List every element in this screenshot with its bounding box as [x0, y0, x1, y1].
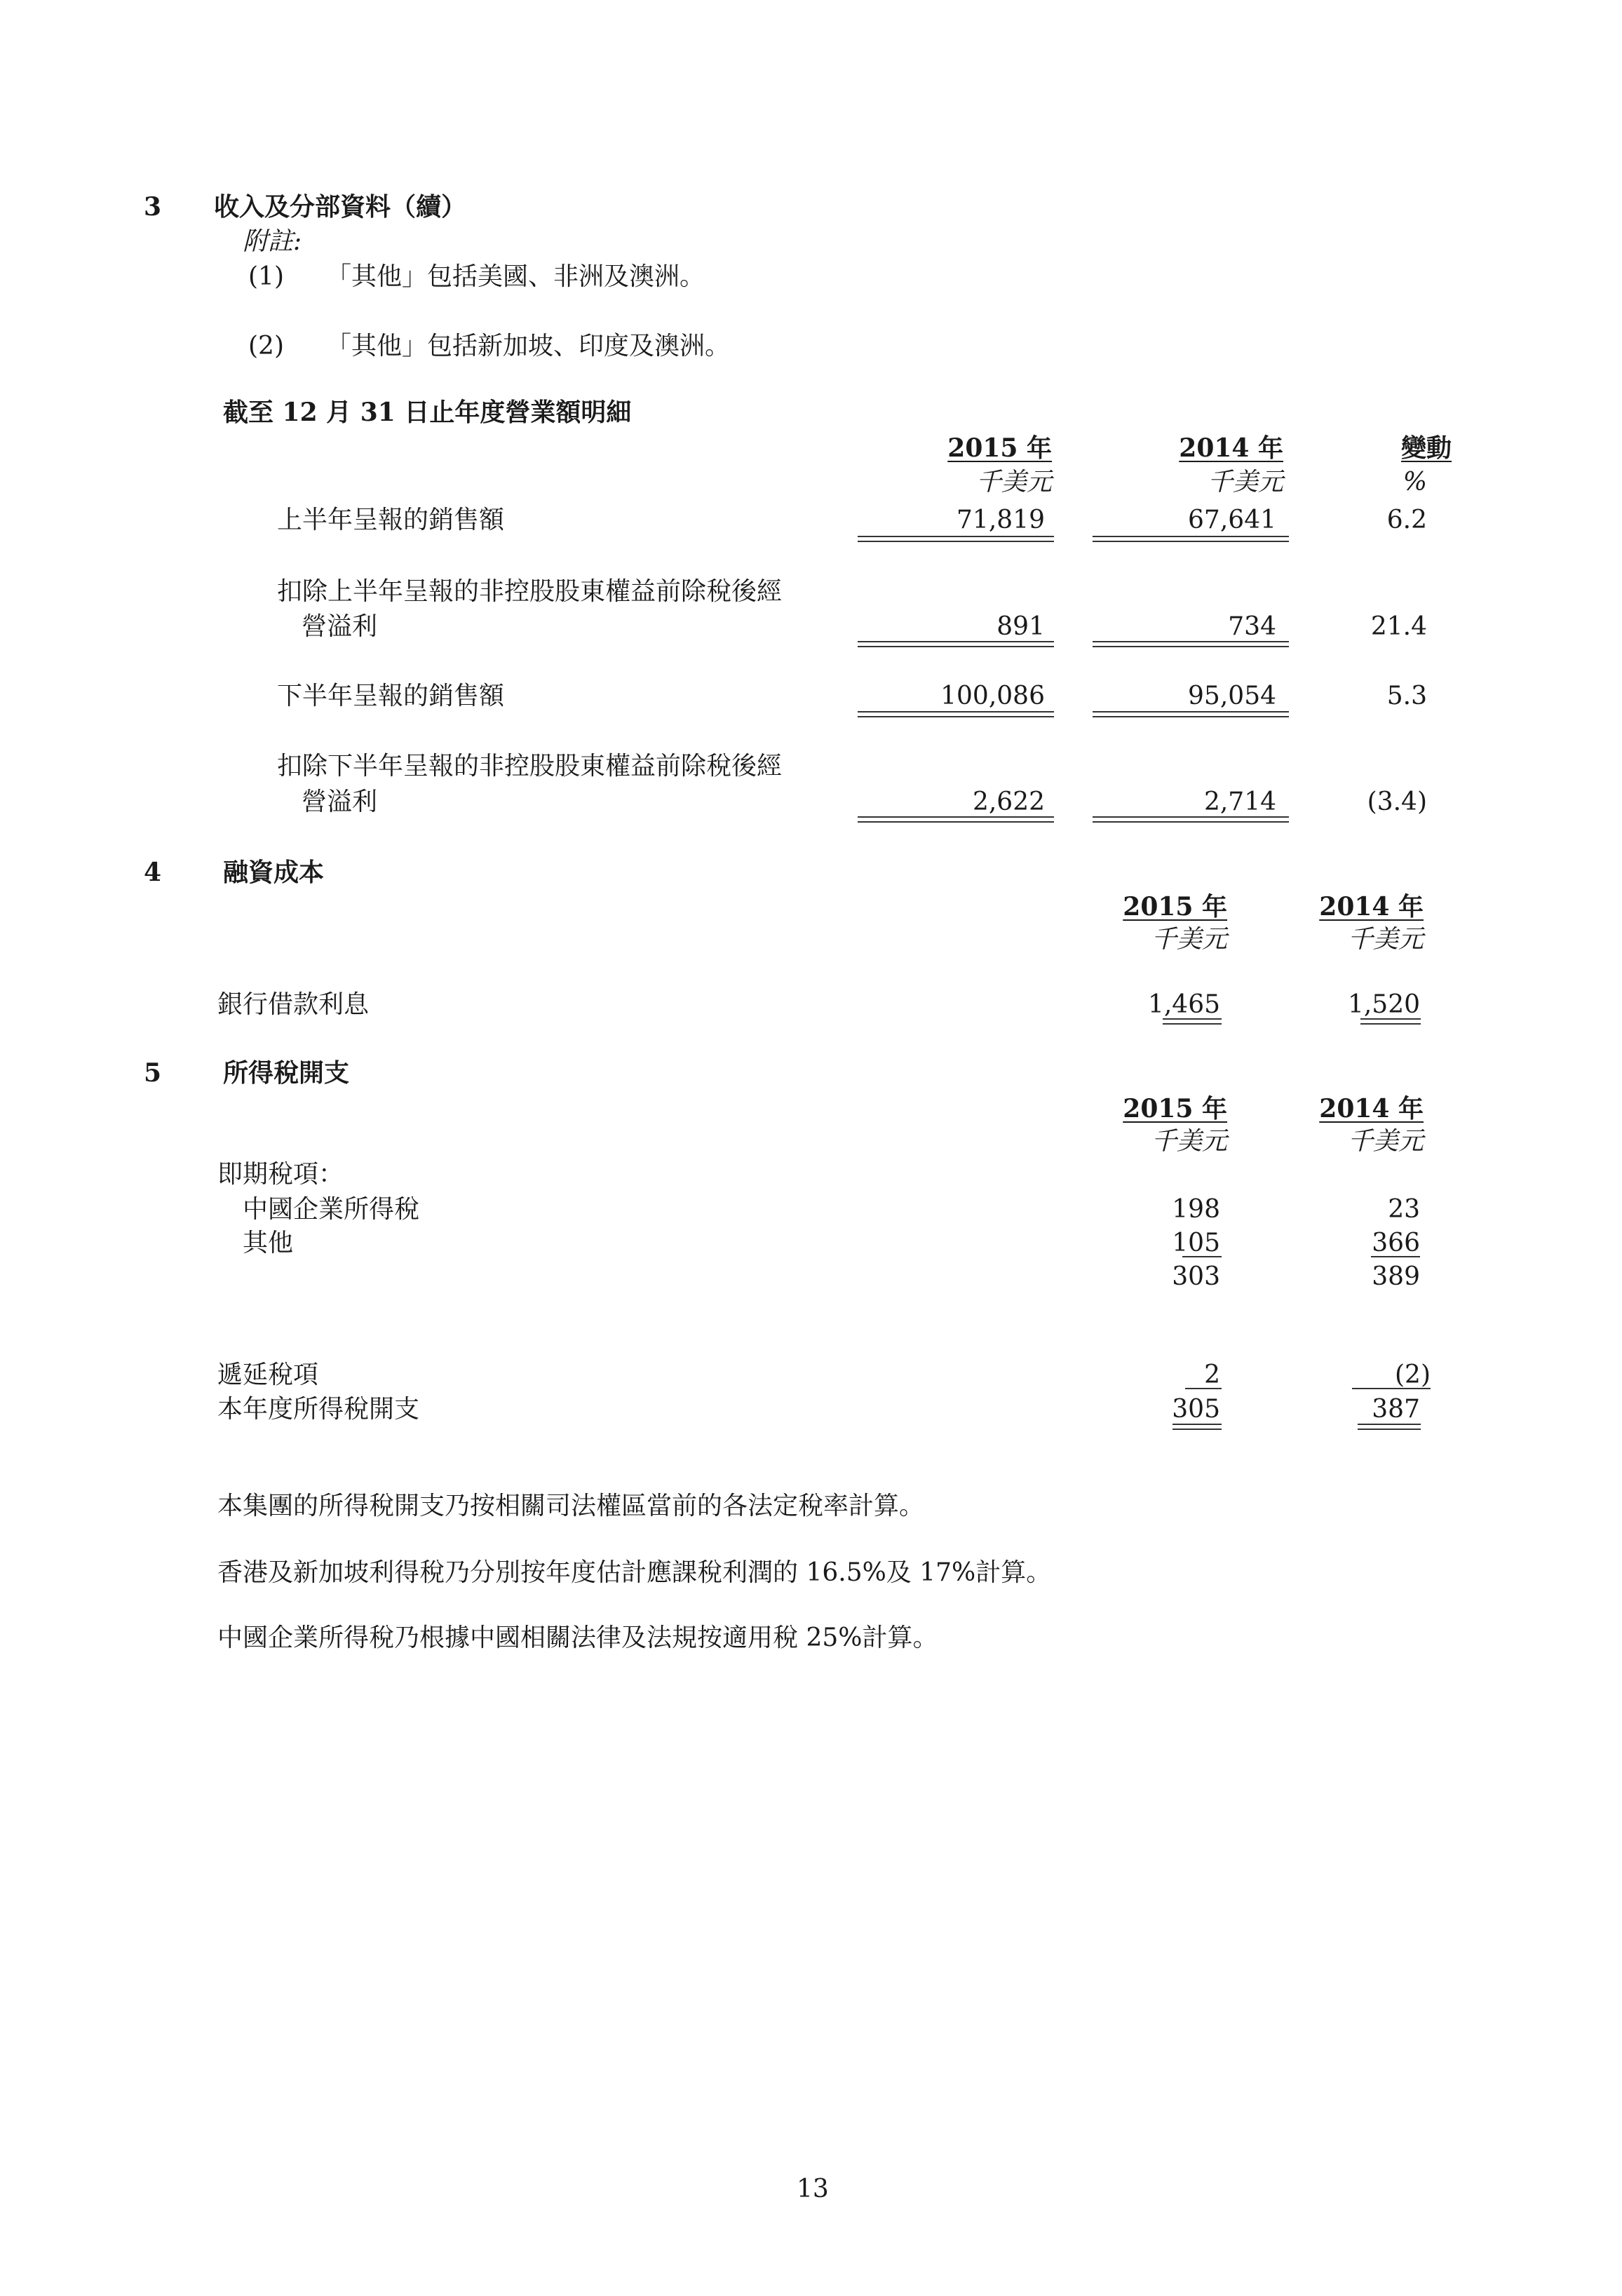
turnover-row-label: 上半年呈報的銷售額: [277, 506, 505, 534]
bank-interest-2014: 1,520: [1347, 990, 1420, 1019]
double-underline: [858, 641, 1054, 647]
note-1-text: 「其他」包括美國、非洲及澳洲。: [326, 262, 705, 291]
double-underline: [1163, 1018, 1222, 1025]
section-4-title: 融資成本: [223, 858, 325, 887]
turnover-row-2015: 100,086: [940, 682, 1045, 710]
turnover-row-label: 扣除上半年呈報的非控股股東權益前除稅後經: [277, 577, 783, 606]
turnover-row-2015: 2,622: [972, 788, 1045, 816]
turnover-row-label-cont: 營溢利: [302, 612, 378, 641]
section-4-number: 4: [144, 858, 162, 887]
turnover-row-2014: 95,054: [1188, 682, 1276, 710]
note-1-number: (1): [248, 262, 284, 291]
total-tax-2015: 305: [1172, 1395, 1220, 1424]
turnover-row-label: 下半年呈報的銷售額: [277, 682, 505, 710]
other-tax-label: 其他: [243, 1229, 294, 1257]
note-2-text: 「其他」包括新加坡、印度及澳洲。: [326, 332, 731, 360]
underline: [1352, 1388, 1431, 1389]
page-number: 13: [797, 2175, 829, 2203]
turnover-subheading: 截至 12 月 31 日止年度營業額明細: [223, 398, 632, 427]
unit-2014: 千美元: [1207, 468, 1283, 497]
underline: [1182, 1256, 1222, 1257]
turnover-row-2015: 891: [996, 612, 1045, 641]
unit-2014: 千美元: [1347, 1127, 1424, 1156]
turnover-row-2014: 2,714: [1203, 788, 1276, 816]
section-3-number: 3: [144, 192, 162, 222]
col-header-2014: 2014 年: [1179, 433, 1283, 463]
double-underline: [858, 816, 1054, 823]
double-underline: [858, 711, 1054, 717]
turnover-row-2014: 67,641: [1188, 506, 1276, 534]
section-5-number: 5: [144, 1058, 162, 1088]
tax-paragraph-3: 中國企業所得稅乃根據中國相關法律及法規按適用稅 25%計算。: [217, 1623, 938, 1652]
col-header-2015: 2015 年: [1123, 1094, 1227, 1123]
double-underline: [1093, 536, 1289, 542]
tax-paragraph-2: 香港及新加坡利得稅乃分別按年度估計應課稅利潤的 16.5%及 17%計算。: [217, 1558, 1052, 1587]
double-underline: [1093, 711, 1289, 717]
subtotal-2014: 389: [1372, 1262, 1420, 1291]
unit-2014: 千美元: [1347, 925, 1424, 954]
total-tax-label: 本年度所得稅開支: [217, 1395, 420, 1424]
turnover-row-label: 扣除下半年呈報的非控股股東權益前除稅後經: [277, 752, 783, 781]
deferred-tax-2014: (2): [1395, 1360, 1431, 1389]
prc-tax-2014: 23: [1388, 1195, 1420, 1224]
unit-2015: 千美元: [1151, 925, 1227, 954]
notes-label: 附註:: [243, 227, 302, 256]
prc-tax-2015: 198: [1172, 1195, 1220, 1224]
turnover-row-2015: 71,819: [957, 506, 1045, 534]
section-5-title: 所得稅開支: [223, 1058, 350, 1088]
note-2-number: (2): [248, 332, 284, 360]
bank-interest-label: 銀行借款利息: [217, 990, 370, 1019]
col-header-2014: 2014 年: [1319, 1094, 1424, 1123]
other-tax-2014: 366: [1372, 1229, 1420, 1257]
turnover-row-2014: 734: [1228, 612, 1276, 641]
prc-tax-label: 中國企業所得稅: [243, 1195, 420, 1224]
turnover-row-change: 5.3: [1386, 682, 1427, 710]
double-underline: [1093, 641, 1289, 647]
double-underline: [1358, 1424, 1421, 1430]
double-underline: [858, 536, 1054, 542]
turnover-row-label-cont: 營溢利: [302, 788, 378, 816]
turnover-row-change: (3.4): [1367, 788, 1427, 816]
tax-paragraph-1: 本集團的所得稅開支乃按相關司法權區當前的各法定稅率計算。: [217, 1492, 925, 1520]
bank-interest-2015: 1,465: [1147, 990, 1220, 1019]
current-tax-label: 即期稅項：: [217, 1160, 344, 1189]
double-underline: [1360, 1018, 1421, 1025]
turnover-row-change: 21.4: [1370, 612, 1427, 641]
subtotal-2015: 303: [1172, 1262, 1220, 1291]
underline: [1371, 1256, 1420, 1257]
deferred-tax-label: 遞延稅項: [217, 1360, 319, 1389]
underline: [1185, 1388, 1222, 1389]
unit-2015: 千美元: [975, 468, 1052, 497]
deferred-tax-2015: 2: [1204, 1360, 1220, 1389]
other-tax-2015: 105: [1172, 1229, 1220, 1257]
total-tax-2014: 387: [1372, 1395, 1420, 1424]
col-header-2015: 2015 年: [947, 433, 1052, 463]
section-3-title: 收入及分部資料（續）: [214, 192, 467, 222]
col-header-2014: 2014 年: [1319, 892, 1424, 921]
unit-change: %: [1403, 468, 1427, 497]
double-underline: [1172, 1424, 1222, 1430]
col-header-2015: 2015 年: [1123, 892, 1227, 921]
turnover-row-change: 6.2: [1386, 506, 1427, 534]
double-underline: [1093, 816, 1289, 823]
unit-2015: 千美元: [1151, 1127, 1227, 1156]
col-header-change: 變動: [1400, 433, 1452, 463]
